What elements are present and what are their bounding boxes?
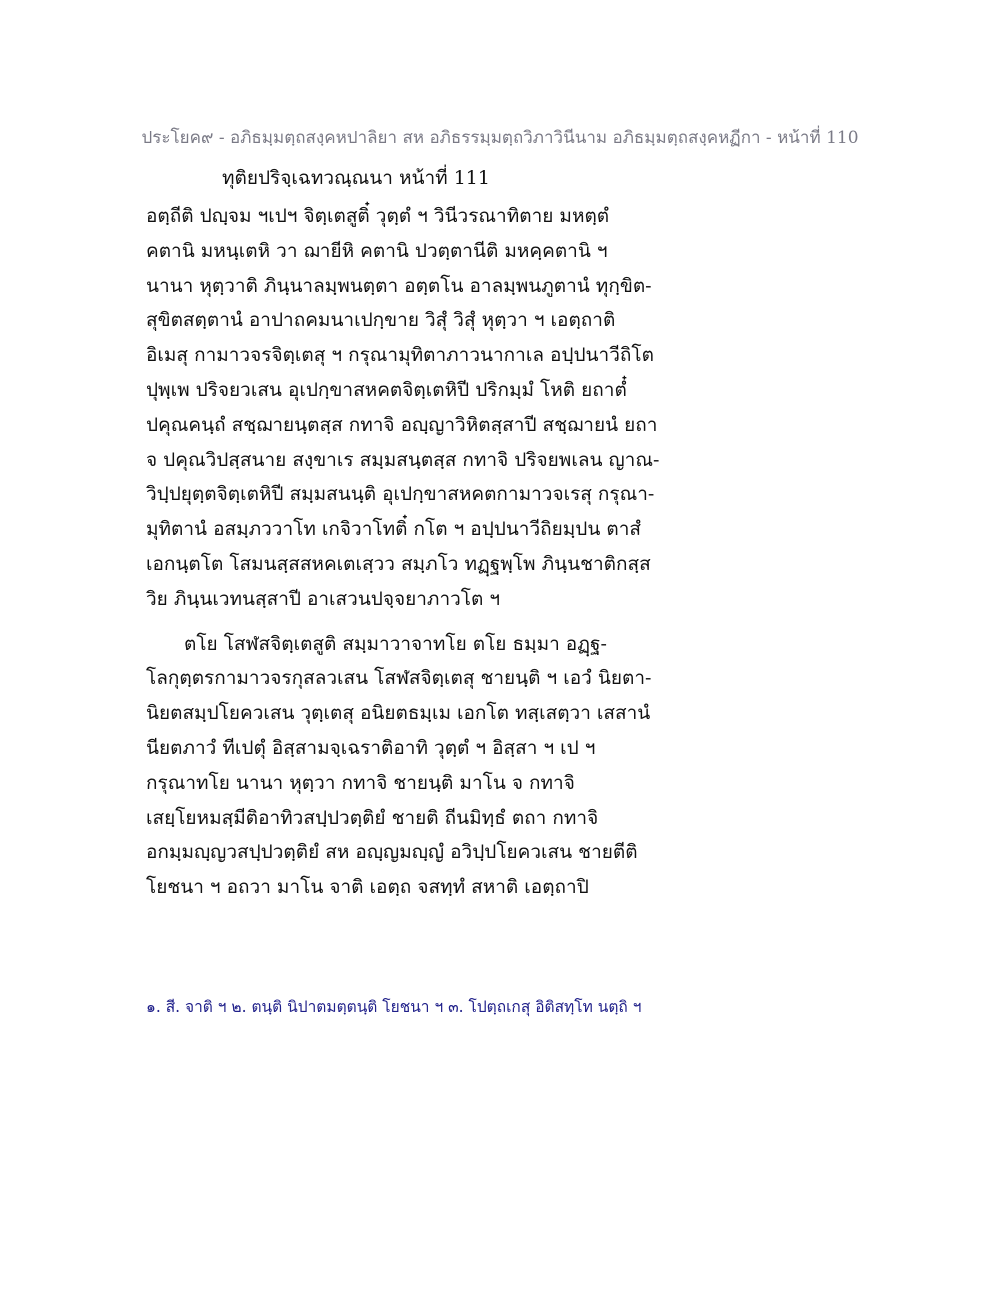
text-line: ปคุณคนฺถํ สชฺฌายนฺตสฺส กทาจิ อญฺญาวิหิตสฺสาปี สชฺฌายนํ ยถา	[146, 413, 658, 436]
text-line: นานา หุตฺวาติ ภินฺนาลมฺพนตฺตา อตฺตโน อาลมฺพนภูตานํ ทุกฺขิต-	[146, 274, 652, 297]
text-line: อตฺถีติ ปญฺจม ฯเปฯ จิตฺเตสูติ๋ วุตฺตํ ฯ วินีวรณาทิตาย มหตฺตํ	[146, 205, 610, 227]
footnote: ๑. สี. จาติ ฯ ๒. ตนฺติ นิปาตมตฺตนฺติ โยชนา ฯ ๓. โปตฺถเกสุ อิติสทฺโท นตฺถิ ฯ	[146, 998, 642, 1016]
text-line: ตโย โสฬสจิตฺเตสูติ สมฺมาวาจาทโย ตโย ธมฺมา อฏฺฐ-	[184, 632, 607, 655]
page-header: ประโยค๙ - อภิธมฺมตฺถสงฺคหปาลิยา สห อภิธรรมฺมตฺถวิภาวินีนาม อภิธมฺมตฺถสงฺคหฏีกา - หน้าที่ 110	[141, 128, 859, 148]
text-line: วิปฺปยุตฺตจิตฺเตหิปี สมฺมสนนฺติ อุเปกฺขาสหคตกามาวจเรสุ กรุณา-	[146, 483, 655, 506]
text-line: จ ปคุณวิปสฺสนาย สงฺขาเร สมฺมสนฺตสฺส กทาจิ ปริจยพเลน ญาณ-	[146, 448, 660, 471]
text-line: เอกนฺตโต โสมนสฺสสหคเตเสฺวว สมฺภโว ทฏฺฐพฺโพ ภินฺนชาติกสฺส	[146, 552, 651, 575]
body-text	[146, 199, 706, 905]
section-heading: ทุติยปริจฺเฉทวณฺณนา หน้าที่ 111	[222, 167, 490, 189]
text-line: ปุพฺเพ ปริจยวเสน อุเปกฺขาสหคตจิตฺเตหิปี ปริกมฺมํ โหติ ยถาตํ๋	[146, 378, 627, 401]
text-line: กรุณาทโย นานา หุตฺวา กทาจิ ชายนฺติ มาโน จ กทาจิ	[146, 771, 575, 794]
text-line: สุขิตสตฺตานํ อาปาถคมนาเปกฺขาย วิสุํ วิสุํ หุตฺวา ฯ เอตฺถาติ	[146, 309, 616, 332]
text-line: เสยฺโยหมสฺมีติอาทิวสปฺปวตฺติยํ ชายติ ถีนมิทฺธํ ตถา กทาจิ	[146, 806, 599, 829]
paragraph-1	[146, 199, 706, 617]
text-line: นียตภาวํ ทีเปตุํ อิสฺสามจฺเฉราติอาทิ วุตฺตํ ฯ อิสฺสา ฯ เป ฯ	[146, 736, 596, 759]
text-line: อกมฺมญฺญวสปฺปวตฺติยํ สห อญฺญมญฺญํ อวิปฺปโยควเสน ชายตีติ	[146, 841, 638, 864]
text-line: อิเมสุ กามาวจรจิตฺเตสุ ฯ กรุณามุทิตาภาวนากาเล อปฺปนาวีถิโต	[146, 344, 654, 367]
text-line: วิย ภินฺนเวทนสฺสาปี อาเสวนปจฺจยาภาวโต ฯ	[146, 587, 501, 610]
text-line: โยชนา ฯ อถวา มาโน จาติ เอตฺถ จสทฺทํ สหาติ เอตฺถาปิ	[146, 876, 589, 899]
text-line: คตานิ มหนฺเตหิ วา ฌายีหิ คตานิ ปวตฺตานีติ มหคฺคตานิ ฯ	[146, 239, 608, 262]
paragraph-2	[146, 627, 706, 905]
text-line: มุทิตานํ อสมฺภววาโท เกจิวาโทติ๋ กโต ฯ อปฺปนาวีถิยมฺปน ตาสํ	[146, 518, 642, 541]
text-line: โลกุตฺตรกามาวจรกุสลวเสน โสฬสจิตฺเตสุ ชายนฺติ ฯ เอวํ นิยตา-	[146, 667, 652, 690]
text-line: นิยตสมฺปโยควเสน วุตฺเตสุ อนิยตธมฺเม เอกโต ทสฺเสตฺวา เสสานํ	[146, 702, 651, 725]
